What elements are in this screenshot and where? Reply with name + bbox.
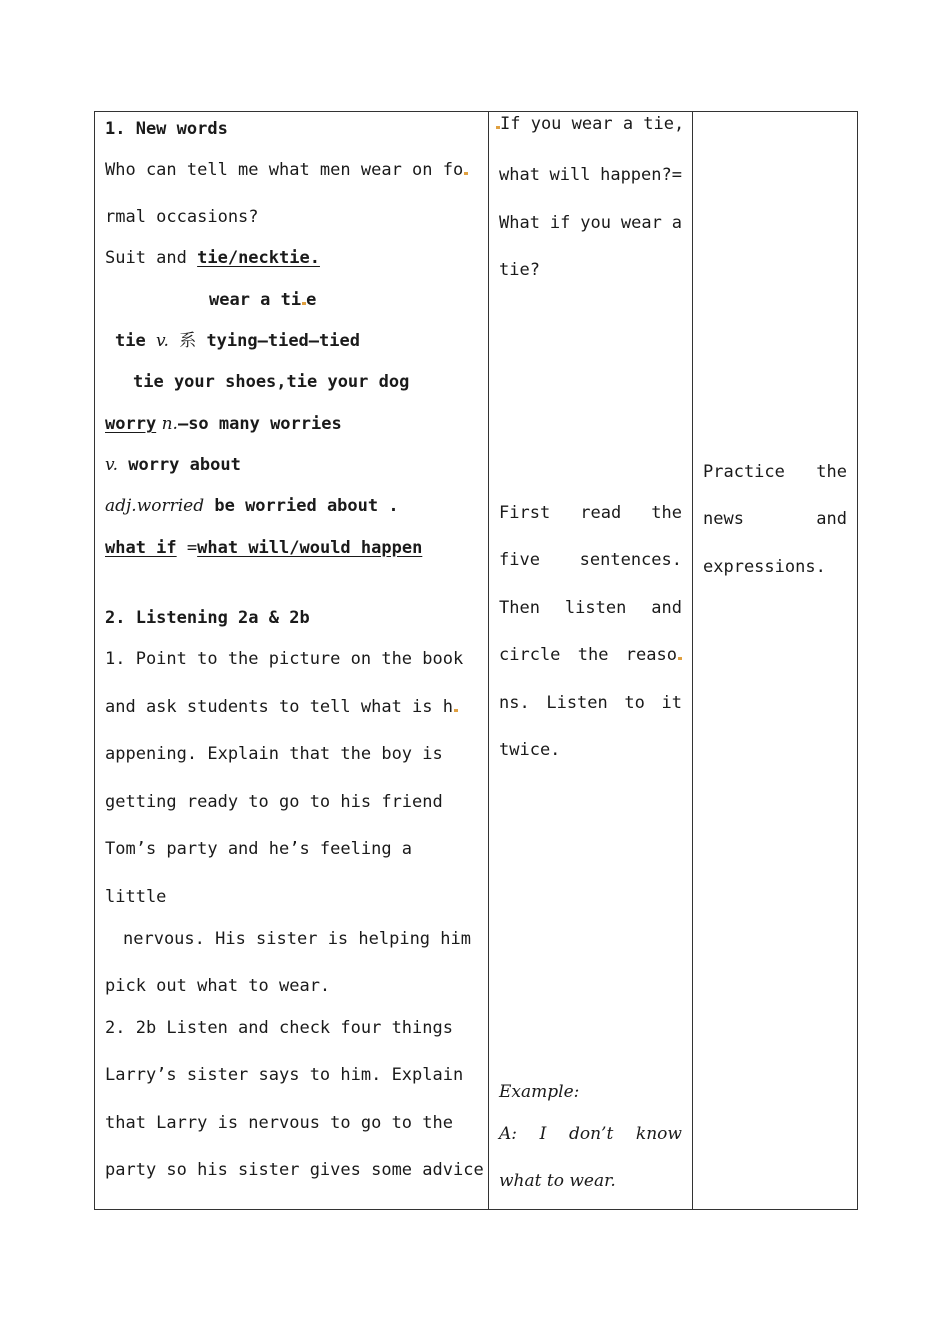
paragraph-line: getting ready to go to his friend [105, 792, 443, 812]
edit-mark [464, 172, 468, 175]
word: a [671, 213, 682, 233]
paragraph-line: 2. 2b Listen and check four things [105, 1018, 453, 1038]
word: to [624, 693, 645, 713]
what-if-line: what if =what will/would happen [105, 538, 423, 558]
col2-justified-line [499, 550, 682, 570]
word: news [703, 509, 744, 529]
word: don’t [568, 1124, 614, 1144]
wear-tie-line: wear a ti e [209, 290, 317, 310]
col3-line: expressions. [703, 557, 826, 577]
paragraph-line: party so his sister gives some advice [105, 1160, 484, 1180]
col2-justified-line [499, 503, 682, 523]
word: know [635, 1124, 682, 1144]
word: sentences. [579, 550, 682, 570]
word: listen [564, 598, 627, 618]
paragraph-line: that Larry is nervous to go to the [105, 1113, 453, 1133]
example-line: what to wear. [499, 1171, 616, 1191]
example-label: Example: [499, 1082, 580, 1102]
col3-justified-line [703, 462, 847, 482]
word: the [816, 462, 847, 482]
word: read [580, 503, 622, 523]
suit-line: Suit and tie/necktie. [105, 248, 320, 268]
col2-justified-line [499, 213, 682, 233]
word: five [499, 550, 540, 570]
paragraph-line: appening. Explain that the boy is [105, 744, 443, 764]
word: you [580, 213, 611, 233]
example-line [499, 1124, 682, 1144]
heading-new-words: 1. New words [105, 119, 228, 139]
paragraph-line: Tom’s party and he’s feeling a [105, 839, 413, 859]
col2-justified-line [499, 693, 682, 713]
worry-noun-line: worry n.—so many worries [105, 414, 342, 434]
word: and [651, 598, 682, 618]
table-row [95, 112, 858, 1210]
worried-adj-line: adj.worried be worried about . [105, 496, 399, 516]
purpose-column [693, 112, 858, 1210]
col2-justified-line [499, 165, 682, 185]
word: What [499, 213, 540, 233]
word: the [651, 503, 682, 523]
word: circle [499, 645, 561, 665]
col2-line: If you wear a tie, [495, 114, 684, 134]
paragraph-line: nervous. His sister is helping him [123, 929, 471, 949]
word: the [577, 645, 609, 665]
col3-justified-line [703, 509, 847, 529]
col2-justified-line [499, 645, 682, 665]
col2-line: twice. [499, 740, 561, 760]
word: wear [620, 213, 662, 233]
paragraph-line: Larry’s sister says to him. Explain [105, 1065, 464, 1085]
worry-verb-line: v. worry about [105, 455, 241, 475]
word: and [816, 509, 847, 529]
word: what [499, 165, 540, 185]
word: happen?= [600, 165, 682, 185]
col2-line: tie? [499, 260, 540, 280]
word: A: [499, 1124, 518, 1144]
edit-mark [454, 709, 458, 712]
word: ns. [499, 693, 530, 713]
word: Then [499, 598, 540, 618]
heading-listening: 2. Listening 2a & 2b [105, 608, 310, 628]
word: will [549, 165, 591, 185]
question-line: Who can tell me what men wear on fo [105, 160, 468, 180]
word: First [499, 503, 551, 523]
paragraph-line: pick out what to wear. [105, 976, 331, 996]
edit-mark [678, 657, 682, 660]
tie-examples: tie your shoes,tie your dog [133, 372, 410, 392]
paragraph-line: and ask students to tell what is h [105, 697, 458, 717]
col2-justified-line [499, 598, 682, 618]
word: Listen [546, 693, 608, 713]
paragraph-line: 1. Point to the picture on the book [105, 649, 464, 669]
word: it [661, 693, 682, 713]
word: if [549, 213, 571, 233]
word: reaso [626, 645, 682, 665]
vocab-tie-necktie: tie/necktie. [197, 248, 320, 268]
paragraph-line: little [105, 887, 167, 907]
word: I [539, 1124, 547, 1144]
word: Practice [703, 462, 785, 482]
lesson-plan-table [94, 111, 858, 1210]
question-line: rmal occasions? [105, 207, 259, 227]
tie-verb-line: tie v. 系 tying—tied—tied [115, 331, 360, 351]
procedure-column [95, 112, 489, 1210]
students-activity-column [489, 112, 693, 1210]
